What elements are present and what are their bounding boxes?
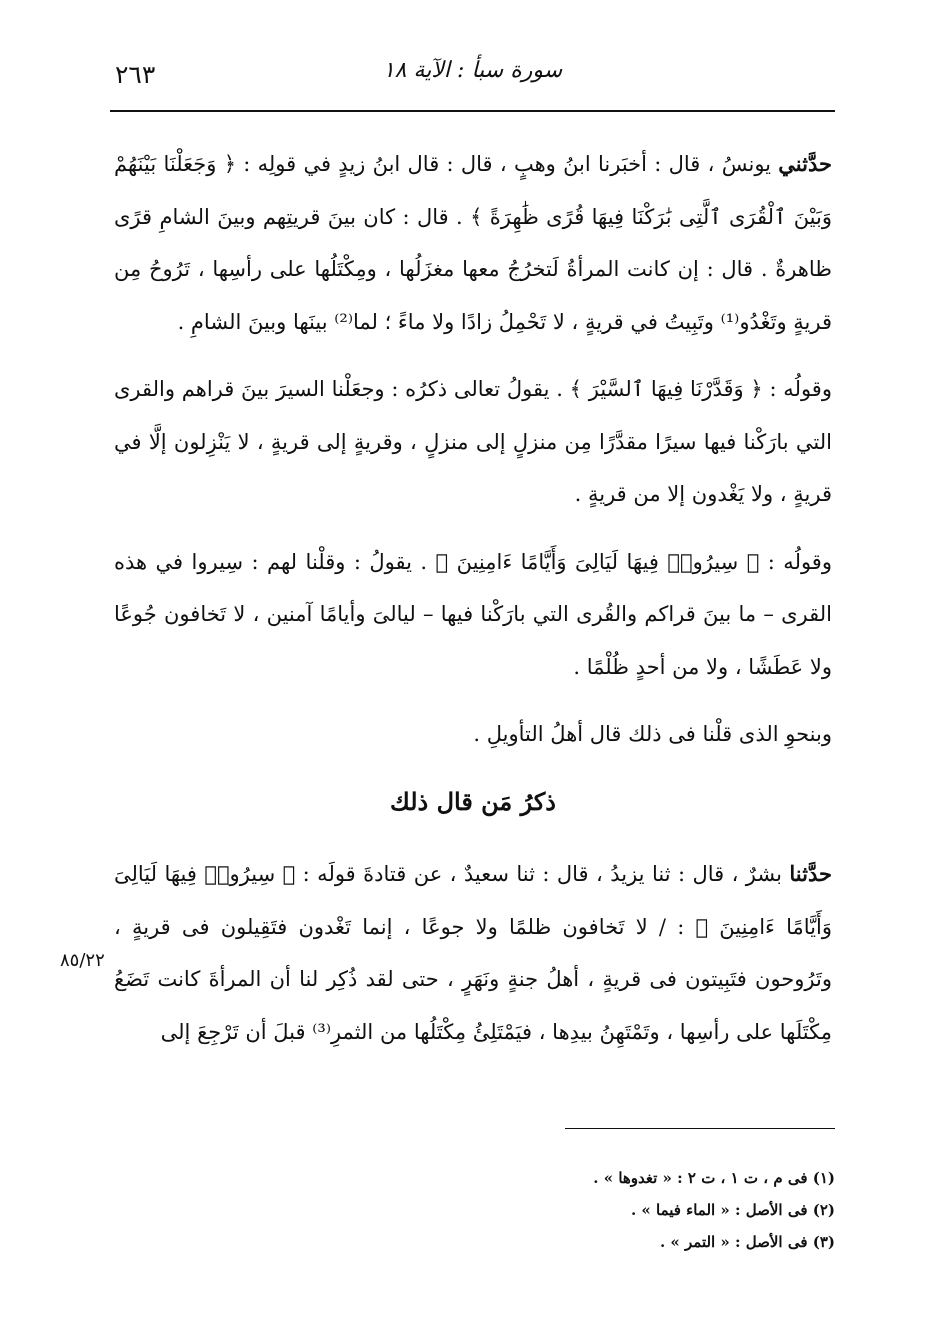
paragraph-4: وبنحوِ الذى قلْنا فى ذلك قال أهلُ التأويلِ . xyxy=(473,722,832,746)
paragraph-lead: حدَّثنا xyxy=(789,861,832,886)
margin-reference: ٨٥/٢٢ xyxy=(60,950,105,971)
running-head: سورة سبأ : الآية ١٨ xyxy=(382,58,563,83)
footnote-rule xyxy=(565,1128,835,1129)
paragraph-2: وقولُه : ﴿ وَقَدَّرْنَا فِيهَا ٱلسَّيْرَ ﴾ . يقولُ تعالى ذكرُه : وجعَلْنا السيرَ بينَ قراهم والقرى التي بارَكْنا فيها سيرًا مقدَّرًا مِن منزلٍ إلى منزلٍ ، وقريةٍ إلى قريةٍ ، لا يَنْزِلون إلَّا في قريةٍ ، ولا يَغْدون إلا من قريةٍ . xyxy=(114,377,832,506)
footnote-2: (٢) فى الأصل : « الماء فيما » . xyxy=(630,1201,835,1219)
header-rule xyxy=(110,110,835,112)
section-heading: ذكرُ مَن قال ذلك xyxy=(390,786,556,816)
paragraph-5 xyxy=(114,848,832,1058)
paragraph-1 xyxy=(114,138,832,348)
page-header xyxy=(115,52,830,102)
footnote-3: (٣) فى الأصل : « التمر » . xyxy=(659,1233,835,1251)
paragraph-lead: حدَّثني xyxy=(778,151,832,176)
page-number: ٢٦٣ xyxy=(115,60,156,89)
paragraph-3: وقولُه : ﴿ سِيرُوا۟ فِيهَا لَيَالِىَ وَأَيَّامًا ءَامِنِينَ ﴾ . يقولُ : وقلْنا لهم : سِيروا في هذه القرى – ما بينَ قراكم والقُرى التي بارَكْنا فيها – ليالىَ وأيامًا آمنين ، لا تَخافون جُوعًا ولا عَطَشًا ، ولا من أحدٍ ظُلْمًا . xyxy=(114,549,832,679)
paragraph-text: بشرٌ ، قال : ثنا يزيدُ ، قال : ثنا سعيدٌ ، عن قتادةَ قولَه : ﴿ سِيرُوا۟ فِيهَا لَيَالِىَ وَأَيَّامًا ءَامِنِينَ ﴾ : / لا تَخافون ظلمًا ولا جوعًا ، إنما تَغْدون فتَقِيلون فى قريةٍ ، وتَرُوحون فتَبِيتون فى قريةٍ ، أهلُ جنةٍ ونَهَرٍ ، حتى لقد ذُكِر لنا أن المرأةَ كانت تَضَعُ مِكْتَلَها على رأسِها ، وتَمْتَهِنُ بيدِها ، فيَمْتَلِئُ مِكْتَلُها من الثمرِ⁽³⁾ قبلَ أن تَرْجِعَ إلى xyxy=(114,862,832,1044)
footnotes xyxy=(400,1162,835,1258)
paragraph-text: يونسُ ، قال : أخبَرنا ابنُ وهبٍ ، قال : قال ابنُ زيدٍ في قولِه : ﴿ وَجَعَلْنَا بَيْنَهُمْ وَبَيْنَ ٱلْقُرَى ٱلَّتِى بَٰرَكْنَا فِيهَا قُرًى ظَٰهِرَةً ﴾ . قال : كان بينَ قريتِهم وبينَ الشامِ قرًى ظاهرةٌ . قال : إن كانت المرأةُ لَتخرُجُ معها مغزَلُها ، ومِكْتَلُها على رأسِها ، تَرُوحُ مِن قريةٍ وتَغْدُو⁽¹⁾ وتَبِيتُ في قريةٍ ، لا تَحْمِلُ زادًا ولا ماءً ؛ لما⁽²⁾ بينَها وبينَ الشامِ . xyxy=(114,152,832,334)
footnote-1: (١) فى م ، ت ١ ، ت ٢ : « تغدوها » . xyxy=(593,1169,835,1187)
main-text xyxy=(114,138,832,1058)
